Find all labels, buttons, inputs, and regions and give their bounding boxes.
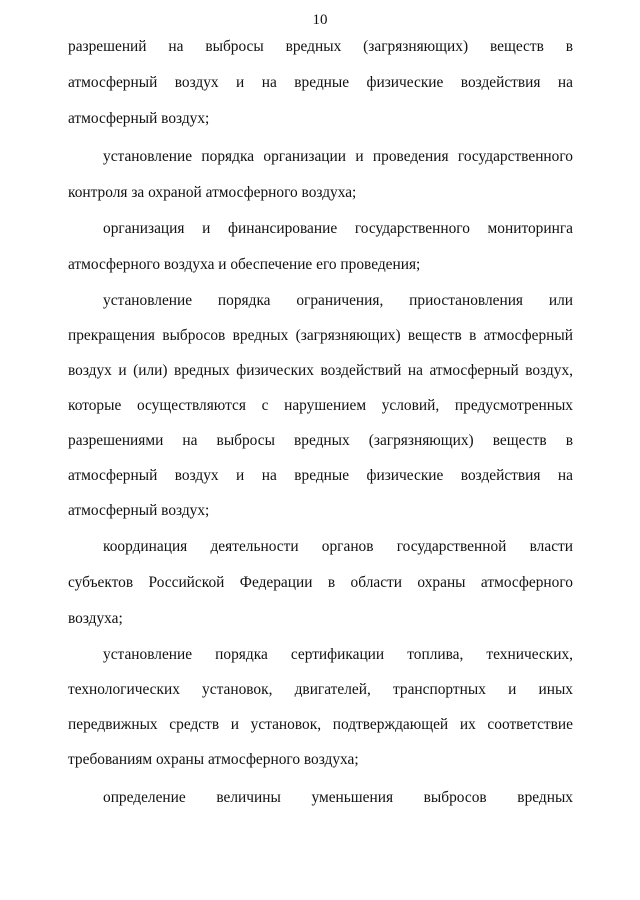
text-line: атмосферный воздух; — [68, 110, 210, 127]
text-line: воздух и (или) вредных физических воздействий на атмосферный воздух, — [68, 362, 573, 379]
paragraph-state-control — [68, 148, 573, 201]
text-line: установление порядка сертификации топлива, технических, — [103, 646, 573, 663]
text-line: разрешениями на выбросы вредных (загрязняющих) веществ в — [68, 432, 573, 449]
page-number: 10 — [312, 12, 328, 28]
text-line: передвижных средств и установок, подтверждающей их соответствие — [68, 716, 573, 733]
text-line: которые осуществляются с нарушением условий, предусмотренных — [68, 397, 573, 414]
text-line: установление порядка ограничения, приостановления или — [103, 292, 573, 309]
text-line: контроля за охраной атмосферного воздуха; — [68, 184, 357, 201]
text-line: прекращения выбросов вредных (загрязняющих) веществ в атмосферный — [68, 327, 573, 344]
text-line: атмосферный воздух и на вредные физические воздействия на — [68, 74, 573, 91]
text-line: атмосферного воздуха и обеспечение его проведения; — [68, 256, 421, 273]
text-line: воздуха; — [68, 610, 123, 627]
text-line: определение величины уменьшения выбросов вредных — [103, 789, 573, 806]
paragraph-certification — [68, 646, 573, 768]
text-line: разрешений на выбросы вредных (загрязняющих) веществ в — [68, 38, 573, 55]
text-line: требованиям охраны атмосферного воздуха; — [68, 751, 359, 768]
text-line: субъектов Российской Федерации в области охраны атмосферного — [68, 574, 573, 591]
paragraph-monitoring — [68, 220, 573, 273]
text-line: атмосферный воздух; — [68, 502, 210, 519]
paragraph-emission-reduction — [68, 789, 573, 806]
text-line: установление порядка организации и проведения государственного — [103, 148, 573, 165]
text-line: атмосферный воздух и на вредные физические воздействия на — [68, 467, 573, 484]
paragraph-permits-continuation — [68, 38, 573, 127]
text-line: организация и финансирование государственного мониторинга — [103, 220, 573, 237]
text-line: технологических установок, двигателей, транспортных и иных — [68, 681, 573, 698]
text-line: координация деятельности органов государственной власти — [103, 538, 573, 555]
paragraph-emission-restriction — [68, 292, 573, 519]
paragraph-coordination — [68, 538, 573, 627]
